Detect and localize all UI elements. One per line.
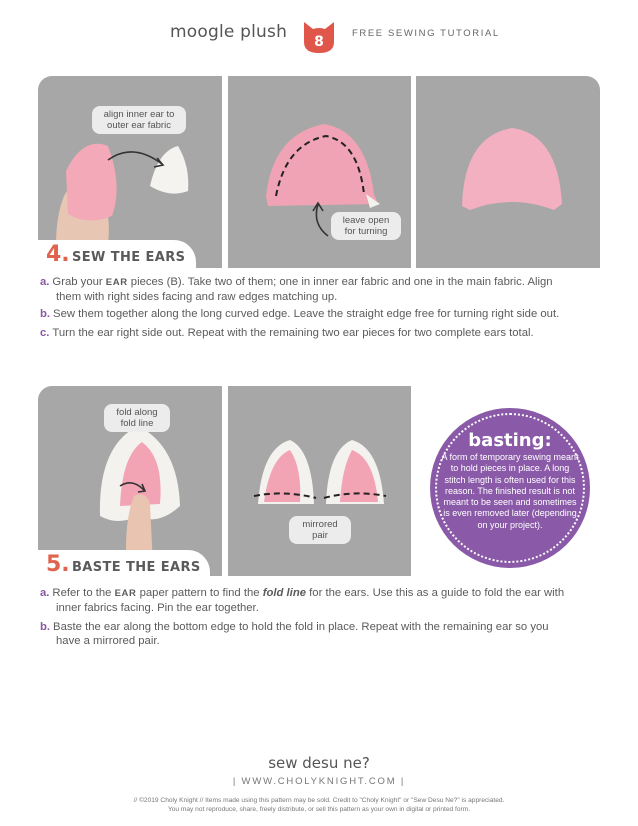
- step4-item-b: b. Sew them together along the long curved edge. Leave the straight edge free for turning right side out.: [40, 308, 560, 320]
- step4-instructions: [40, 275, 600, 345]
- callout-mirrored-pair: mirrored pair: [289, 516, 351, 544]
- step4-photo-3: [416, 76, 600, 268]
- page-subtitle: FREE SEWING TUTORIAL: [352, 28, 500, 39]
- basting-text: A form of temporary sewing meant to hold pieces in place. A long stitch length is often used for this reason. The finished result is not meant to be seen and sometimes is even removed later (depending on your project).: [441, 452, 579, 530]
- basting-title: basting:: [468, 430, 552, 451]
- page-number-badge: [300, 20, 338, 54]
- mirrored-ears-illustration: [228, 386, 411, 576]
- step4-item-c: c. Turn the ear right side out. Repeat with the remaining two ear pieces for two complete ears total.: [40, 327, 534, 339]
- cat-head-icon: [300, 20, 338, 54]
- footer-legal-line-2: You may not reproduce, share, freely distribute, or sell this pattern as your own in digital or printed form.: [167, 805, 471, 813]
- footer-legal-line-1: // ©2019 Choly Knight // Items made using this pattern may be sold. Credit to "Choly Knight" or "Sew Desu Ne?" is appreciated.: [133, 797, 505, 804]
- step4-number: 4.: [46, 242, 70, 267]
- step5-photo-2: [228, 386, 411, 576]
- footer-url-link[interactable]: | WWW.CHOLYKNIGHT.COM |: [232, 776, 406, 787]
- step4-item-a: a. Grab your EAR pieces (B). Take two of them; one in inner ear fabric and one in the main fabric. Align them with right sides facing and raw edges matching up.: [40, 276, 553, 303]
- pattern-title: moogle plush: [170, 22, 288, 42]
- step4-heading: [38, 240, 196, 272]
- turned-ear-illustration: [416, 76, 600, 268]
- step5-instructions: [40, 586, 600, 648]
- step4-title: SEW THE EARS: [72, 250, 186, 265]
- page-number: 8: [314, 34, 324, 50]
- basting-definition-badge: [430, 408, 590, 568]
- step5-title: BASTE THE EARS: [72, 560, 201, 575]
- step5-item-b: b. Baste the ear along the bottom edge to hold the fold in place. Repeat with the remaining ear so you have a mirrored pair.: [40, 621, 549, 647]
- step5-number: 5.: [46, 552, 70, 577]
- callout-leave-open: leave open for turning: [331, 212, 401, 240]
- callout-align-ear: align inner ear to outer ear fabric: [92, 106, 186, 134]
- step5-heading: [38, 550, 210, 582]
- footer-legal: [0, 797, 638, 814]
- callout-fold-line: fold along fold line: [104, 404, 170, 432]
- step5-item-a: a. Refer to the EAR paper pattern to find the fold line for the ears. Use this as a guide to fold the ear with inner fabrics facing. Pin the ear together.: [40, 587, 565, 614]
- footer-brand: sew desu ne?: [268, 754, 370, 772]
